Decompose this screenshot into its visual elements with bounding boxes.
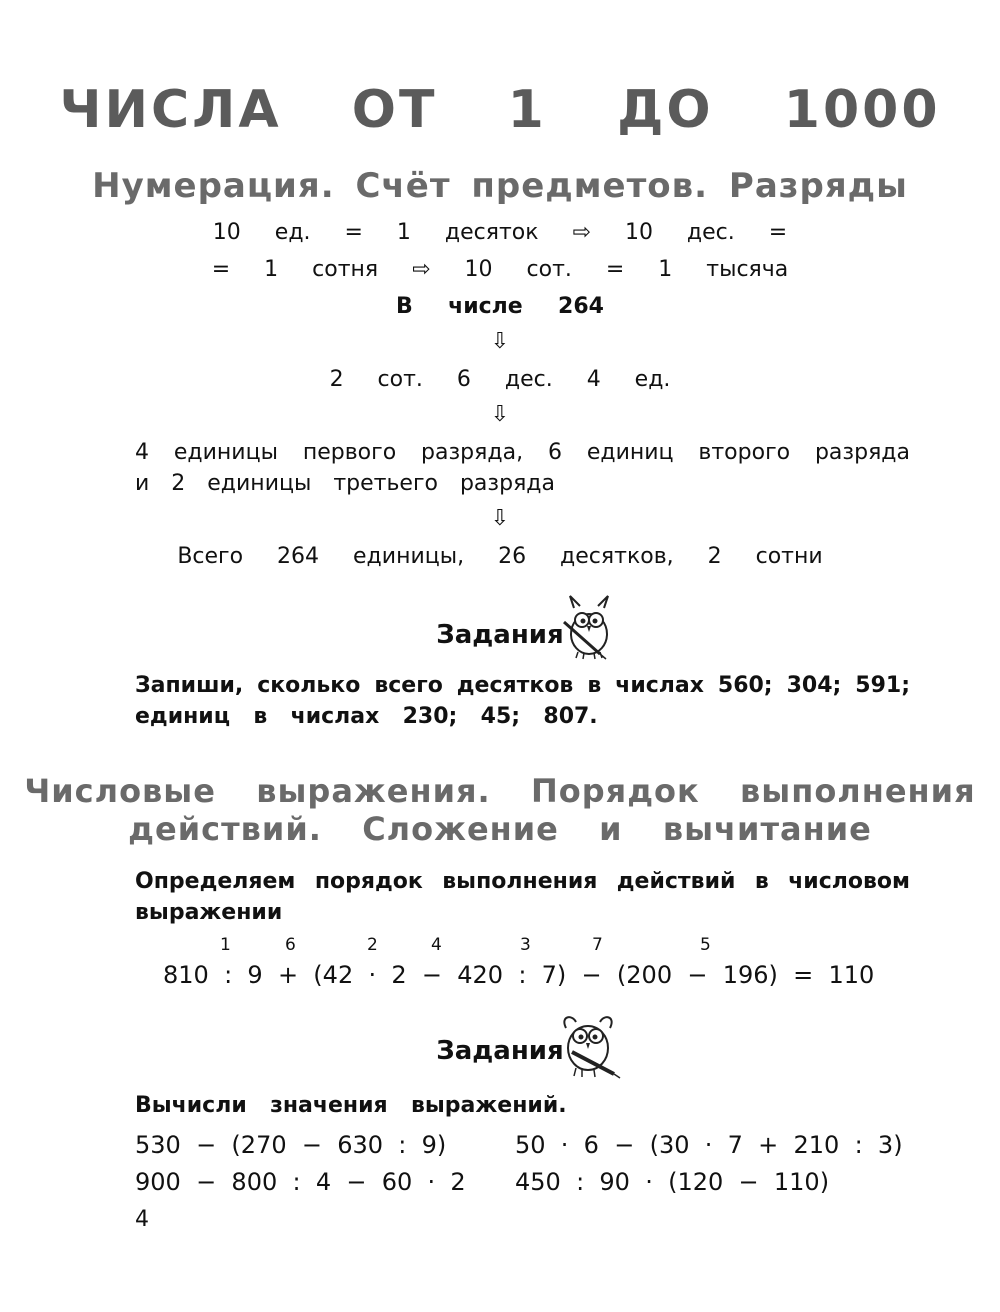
owl-pencil-icon: [556, 592, 622, 662]
order-number: 7: [592, 935, 603, 955]
digits-line-1: 4 единицы первого разряда, 6 единиц второго разряда: [135, 440, 910, 465]
totals-line: Всего 264 единицы, 26 десятков, 2 сотни: [177, 544, 823, 569]
order-number: 3: [520, 935, 531, 955]
section-heading-numeration: Нумерация. Счёт предметов. Разряды: [92, 166, 908, 206]
page-number: 4: [135, 1207, 149, 1232]
expression-left-2: 900 − 800 : 4 − 60 · 2: [135, 1168, 466, 1196]
expression-right-2: 450 : 90 · (120 − 110): [515, 1168, 830, 1196]
task-1-line-2: единиц в числах 230; 45; 807.: [135, 704, 598, 729]
units-line-1: 10 ед. = 1 десяток ⇨ 10 дес. =: [212, 220, 788, 245]
task-1-line-1: Запиши, сколько всего десятков в числах 560; 304; 591;: [135, 673, 910, 698]
decomposition-line: 2 сот. 6 дес. 4 ед.: [329, 367, 671, 392]
units-line-2: = 1 сотня ⇨ 10 сот. = 1 тысяча: [211, 257, 789, 282]
down-arrow-icon: ⇩: [490, 329, 510, 354]
task-2-instruction: Вычисли значения выражений.: [135, 1093, 567, 1118]
example-title: В числе 264: [396, 294, 604, 319]
section-heading-expressions-2: действий. Сложение и вычитание: [128, 810, 872, 848]
rule-line-2: выражении: [135, 900, 283, 925]
tasks-heading: Задания: [436, 1036, 564, 1066]
expression-right-1: 50 · 6 − (30 · 7 + 210 : 3): [515, 1131, 903, 1159]
tasks-heading: Задания: [436, 620, 564, 650]
order-number: 4: [431, 935, 442, 955]
rule-line-1: Определяем порядок выполнения действий в числовом: [135, 869, 910, 894]
order-number: 2: [367, 935, 378, 955]
down-arrow-icon: ⇩: [490, 402, 510, 427]
example-expression: 810 : 9 + (42 · 2 − 420 : 7) − (200 − 196) = 110: [163, 961, 875, 989]
order-number: 5: [700, 935, 711, 955]
down-arrow-icon: ⇩: [490, 506, 510, 531]
digits-line-2: и 2 единицы третьего разряда: [135, 471, 555, 496]
page-title: ЧИСЛА ОТ 1 ДО 1000: [59, 80, 941, 140]
expression-left-1: 530 − (270 − 630 : 9): [135, 1131, 447, 1159]
order-number: 1: [220, 935, 231, 955]
owl-pencil-icon: [552, 1008, 624, 1080]
section-heading-expressions-1: Числовые выражения. Порядок выполнения: [24, 772, 976, 810]
order-number: 6: [285, 935, 296, 955]
